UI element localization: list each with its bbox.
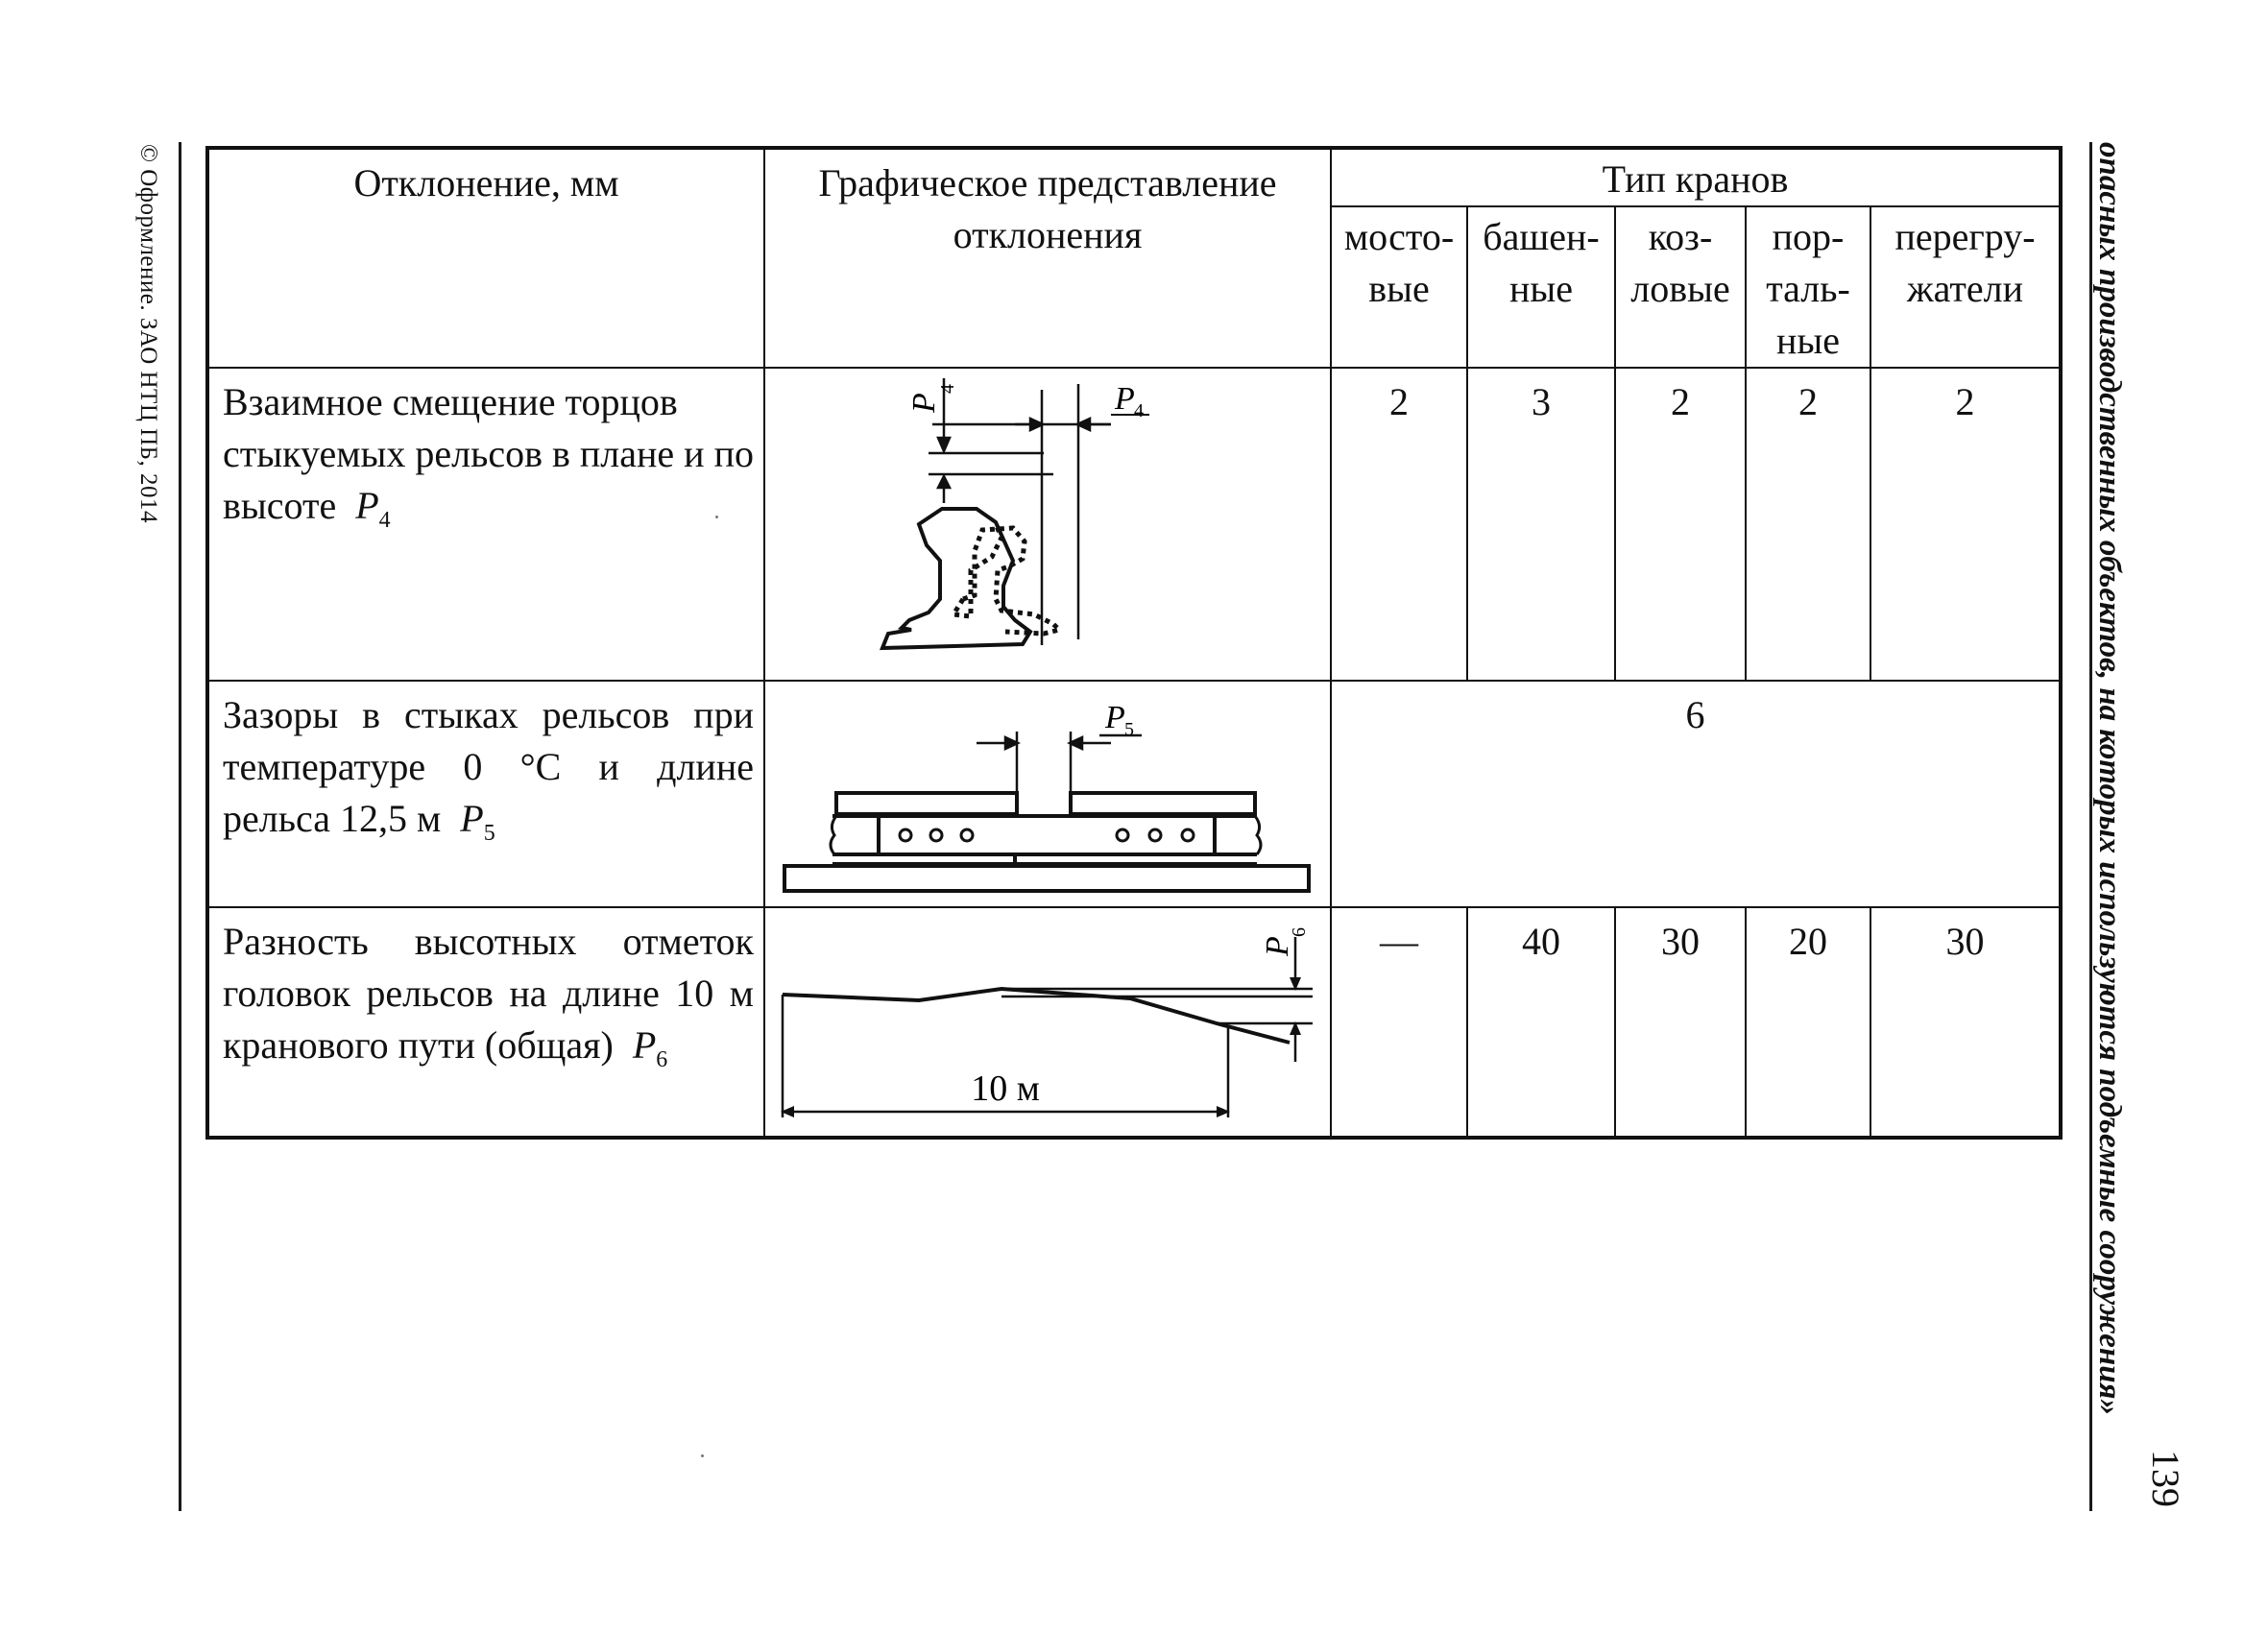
param-subscript: 6: [656, 1047, 668, 1072]
header-crane-portal: [1746, 206, 1870, 368]
fig-label-subscript: 5: [1124, 719, 1134, 740]
row1-value-reloader: 2: [1870, 368, 2061, 681]
header-crane-reloader: [1870, 206, 2061, 368]
fig-label-subscript: 6: [1289, 927, 1310, 937]
row1-description: [207, 368, 764, 681]
p6-label: [1260, 927, 1310, 957]
copyright-note: © Оформление. ЗАО НТЦ ПБ, 2014: [135, 144, 161, 524]
fig-label-subscript: 4: [937, 384, 958, 394]
param-letter: P: [632, 1023, 657, 1067]
row1-value-tower: 3: [1467, 368, 1615, 681]
row1-value-portal: 2: [1746, 368, 1870, 681]
row1-value-bridge: 2: [1331, 368, 1467, 681]
row3-value-reloader: 30: [1870, 907, 2061, 1138]
left-margin-rule: [179, 142, 181, 1511]
p4-label-left: [906, 384, 958, 414]
rail-gap-diagram: [765, 682, 1330, 904]
row3-description: [207, 907, 764, 1138]
header-deviation: [207, 148, 764, 368]
row-description-text: Зазоры в стыках рельсов при температуре 0 °С и длине рельса 12,5 м: [223, 693, 754, 840]
fig-label-subscript: 4: [1134, 400, 1144, 421]
fig-label-letter: P: [1260, 936, 1295, 956]
running-title: опасных производственных объектов, на которых используются подъемные сооружения»: [2092, 142, 2127, 1416]
tolerance-table: [205, 146, 2063, 1140]
page-number: 139: [2144, 1450, 2187, 1507]
row3-value-tower: 40: [1467, 907, 1615, 1138]
p5-label: [1104, 700, 1134, 740]
row3-value-bridge: —: [1331, 907, 1467, 1138]
fig-label-letter: P: [906, 393, 942, 413]
row3-graphic: [764, 907, 1331, 1138]
header-crane-type-label: Тип кранов: [1602, 157, 1789, 201]
param-subscript: 4: [378, 508, 391, 533]
row3-value-gantry: 30: [1615, 907, 1746, 1138]
p4-label-right: [1111, 381, 1149, 421]
row-description-text: Взаимное смещение торцов стыкуемых рельсов в плане и по высоте: [223, 380, 754, 527]
rail-offset-diagram: [765, 369, 1330, 678]
param-subscript: 5: [483, 821, 495, 846]
row2-description: [207, 681, 764, 907]
row2-graphic: [764, 681, 1331, 907]
crane-type-label: перегру- жатели: [1894, 215, 2036, 310]
header-crane-gantry: [1615, 206, 1746, 368]
header-crane-tower: [1467, 206, 1615, 368]
length-label: 10 м: [971, 1069, 1040, 1109]
param-symbol: [355, 484, 391, 533]
row3-value-portal: 20: [1746, 907, 1870, 1138]
crane-type-label: башен- ные: [1483, 215, 1600, 310]
row1-graphic: [764, 368, 1331, 681]
fig-label-letter: P: [1105, 700, 1125, 735]
crane-type-label: коз- ловые: [1630, 215, 1730, 310]
header-crane-bridge: [1331, 206, 1467, 368]
crane-type-label: мосто- вые: [1343, 215, 1455, 310]
header-graphic: [764, 148, 1331, 368]
rail-height-diagram: [765, 908, 1330, 1135]
header-graphic-label: Графическое представление отклонения: [818, 161, 1277, 256]
fig-label-letter: P: [1115, 381, 1135, 417]
row1-value-gantry: 2: [1615, 368, 1746, 681]
row2-merged-value: 6: [1331, 681, 2061, 907]
param-symbol: [632, 1023, 668, 1072]
row-description-text: Разность высотных отметок головок рельсов на длине 10 м кранового пути (общая): [223, 920, 754, 1067]
header-deviation-label: Отклонение, мм: [353, 161, 619, 204]
param-letter: P: [460, 797, 484, 840]
scan-speck: [701, 1454, 704, 1457]
param-symbol: [460, 797, 495, 846]
header-crane-type: [1331, 148, 2061, 206]
param-letter: P: [355, 484, 379, 527]
crane-type-label: пор- таль- ные: [1766, 215, 1850, 362]
